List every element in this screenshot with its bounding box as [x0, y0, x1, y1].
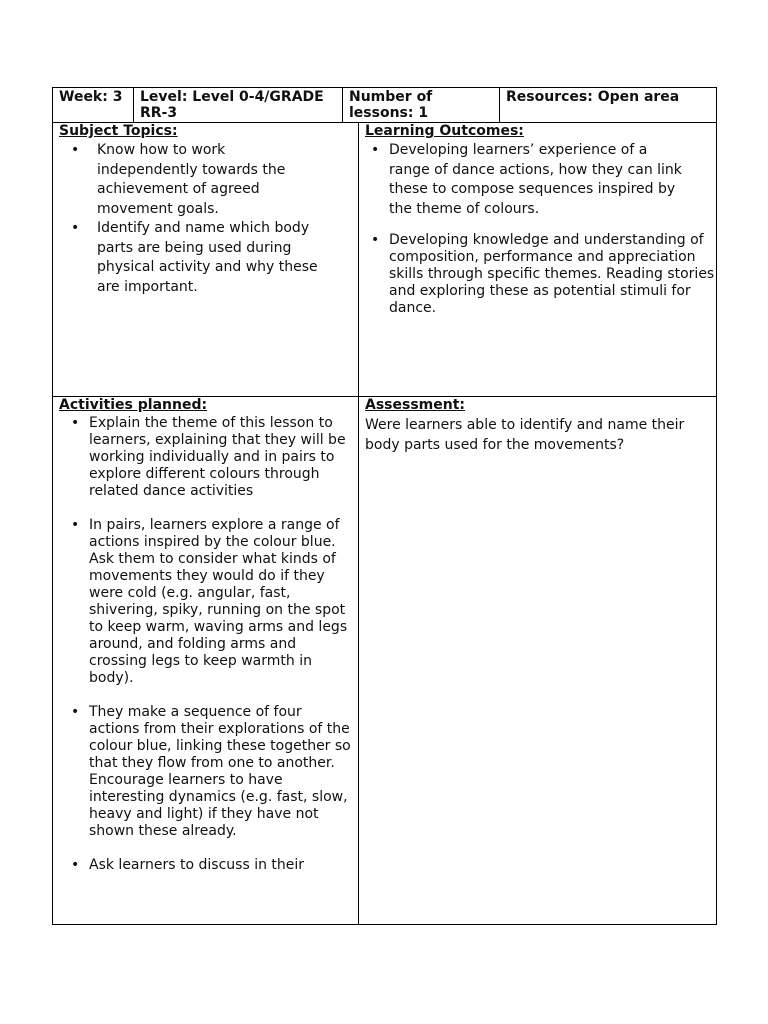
level-text: Level: Level 0-4/GRADE RR-3: [140, 89, 324, 121]
resources-text: Resources: Open area: [506, 89, 680, 105]
list-item: [59, 219, 337, 297]
list-item-text: Know how to work independently towards the achievement of agreed movement goals.: [97, 142, 286, 217]
learning-outcomes-title: Learning Outcomes:: [365, 123, 524, 139]
subject-topics-cell: [52, 122, 359, 397]
learning-outcomes-list: [365, 141, 715, 317]
bullet-icon: •: [371, 142, 380, 158]
list-item: [59, 415, 349, 500]
week-text: Week: 3: [59, 89, 123, 105]
list-item-text: They make a sequence of four actions from their explorations of the colour blue, linking these together so that they flow from one to another. Encourage learners to have interesting dynamics (e.g. fast, slow, heavy and light) if they have not shown these already.: [89, 704, 351, 839]
level-cell: [133, 87, 343, 123]
list-item-text: Ask learners to discuss in their: [89, 857, 305, 873]
assessment-cell: [358, 396, 717, 925]
list-item: [59, 517, 349, 687]
week-cell: [52, 87, 134, 123]
activities-list: [59, 415, 352, 874]
assessment-text: Were learners able to identify and name their body parts used for the movements?: [365, 417, 685, 453]
list-item-text: Developing knowledge and understanding of composition, performance and appreciation skills through specific themes. Reading stories and exploring these as potential stimuli for dance.: [389, 232, 715, 316]
list-item: [365, 141, 689, 219]
list-item: [59, 857, 353, 874]
resources-cell: [499, 87, 717, 123]
learning-outcomes-cell: [358, 122, 717, 397]
list-item: [59, 141, 321, 219]
list-item: [365, 232, 719, 317]
activities-title: Activities planned:: [59, 397, 208, 413]
bullet-icon: •: [71, 704, 80, 720]
list-item-text: Explain the theme of this lesson to learners, explaining that they will be working individually and in pairs to explore different colours through related dance activities: [89, 415, 346, 499]
bullet-icon: •: [71, 142, 80, 158]
subject-topics-list: [59, 141, 352, 297]
assessment-title: Assessment:: [365, 397, 466, 413]
bullet-icon: •: [71, 220, 80, 236]
list-item: [59, 704, 353, 840]
bullet-icon: •: [371, 232, 380, 248]
activities-cell: [52, 396, 359, 925]
bullet-icon: •: [71, 517, 80, 533]
list-item-text: Developing learners’ experience of a range of dance actions, how they can link these to compose sequences inspired by the theme of colours.: [389, 142, 682, 217]
list-item-text: Identify and name which body parts are being used during physical activity and why these are important.: [97, 220, 318, 295]
bullet-icon: •: [71, 857, 80, 873]
lessons-text: Number of lessons: 1: [349, 89, 433, 121]
subject-topics-title: Subject Topics:: [59, 123, 178, 139]
list-item-text: In pairs, learners explore a range of actions inspired by the colour blue. Ask them to consider what kinds of movements they would do if they were cold (e.g. angular, fast, shivering, spiky, running on the spot to keep warm, waving arms and legs around, and folding arms and crossing legs to keep warmth in body).: [89, 517, 348, 686]
lessons-cell: [342, 87, 500, 123]
bullet-icon: •: [71, 415, 80, 431]
